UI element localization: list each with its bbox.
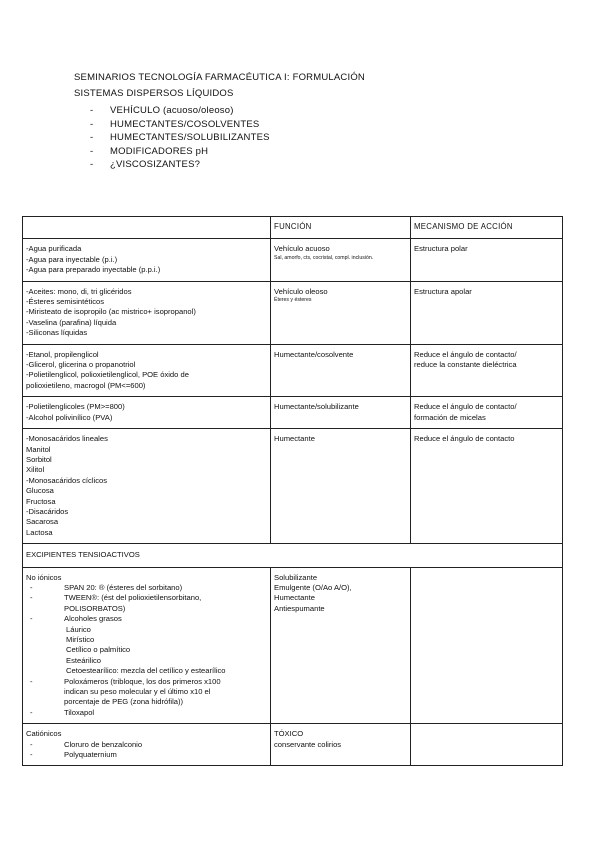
- topic-item: [74, 158, 365, 172]
- topic-item: [74, 118, 365, 132]
- mechanism-cell: [411, 567, 563, 724]
- cationic-title: Catiónicos: [26, 729, 62, 739]
- excipient-line: Sacarosa: [26, 517, 59, 527]
- excipient-cell: [23, 397, 271, 429]
- excipient-line: Sorbitol: [26, 454, 52, 464]
- function-line: Solubilizante: [274, 572, 318, 582]
- excipients-table: [22, 216, 563, 766]
- excipient-line: Lactosa: [26, 527, 53, 537]
- excipient-line: -Disacáridos: [26, 506, 69, 516]
- mechanism-line: Estructura apolar: [414, 286, 472, 296]
- nonionic-item: - Tiloxapol: [30, 707, 95, 717]
- excipient-line: -Agua purificada: [26, 244, 82, 254]
- mechanism-line: Reduce el ángulo de contacto/: [414, 349, 517, 359]
- excipient-line: polioxietileno, macrogol (PM<=600): [26, 380, 146, 390]
- excipient-line: -Polietilenglicoles (PM>=800): [26, 402, 125, 412]
- section-title: EXCIPIENTES TENSIOACTIVOS: [23, 544, 563, 567]
- header-cell-function: FUNCIÓN: [271, 217, 411, 239]
- excipient-line: Manitol: [26, 444, 51, 454]
- nonionic-subitem: Cetoestearílico: mezcla del cetílico y estearílico: [66, 666, 226, 676]
- document-header: [74, 70, 365, 172]
- table-row: [23, 239, 563, 281]
- topic-item: [74, 131, 365, 145]
- nonionic-item-cont: porcentaje de PEG (zona hidrófila)): [64, 697, 184, 707]
- section-row: [23, 544, 563, 567]
- function-cell: [271, 429, 411, 544]
- function-line: Humectante: [274, 593, 315, 603]
- excipient-cell: [23, 281, 271, 344]
- excipient-line: -Agua para inyectable (p.i.): [26, 254, 118, 264]
- topic-label: VEHÍCULO (acuoso/oleoso): [110, 105, 234, 116]
- excipient-cell: [23, 344, 271, 397]
- excipient-line: Xilitol: [26, 465, 45, 475]
- function-label: Vehículo acuoso: [274, 244, 330, 254]
- function-label: Humectante/solubilizante: [274, 402, 359, 412]
- cationic-item: - Cloruro de benzalconio: [30, 739, 143, 749]
- cationic-cell: [23, 724, 271, 766]
- header-cell-mechanism: MECANISMO DE ACCIÓN: [411, 217, 563, 239]
- mechanism-line: formación de micelas: [414, 412, 486, 422]
- excipient-line: Glucosa: [26, 486, 54, 496]
- mechanism-line: Estructura polar: [414, 244, 468, 254]
- mechanism-cell: [411, 281, 563, 344]
- nonionic-item-cont: POLISORBATOS): [64, 603, 126, 613]
- function-cell: [271, 281, 411, 344]
- function-label: Vehículo oleoso: [274, 286, 328, 296]
- function-cell: [271, 397, 411, 429]
- header-cell-empty: [23, 217, 271, 239]
- function-note: Éteres y ésteres: [274, 297, 312, 304]
- excipient-line: -Aceites: mono, di, tri glicéridos: [26, 286, 132, 296]
- excipient-line: -Glicerol, glicerina o propanotriol: [26, 360, 136, 370]
- nonionic-cell: [23, 567, 271, 724]
- table-row: [23, 567, 563, 724]
- nonionic-subitem: Cetílico o palmítico: [66, 645, 131, 655]
- nonionic-item: - Poloxámeros (tribloque, los dos primeros x100: [30, 676, 221, 686]
- nonionic-subitem: Mirístico: [66, 635, 95, 644]
- topic-item: [74, 145, 365, 159]
- mechanism-cell: [411, 724, 563, 766]
- mechanism-line: Reduce el ángulo de contacto: [414, 434, 515, 444]
- excipient-line: -Etanol, propilenglicol: [26, 349, 99, 359]
- excipient-cell: [23, 239, 271, 281]
- nonionic-item: - TWEEN®: (ést del polioxietilensorbitano,: [30, 593, 202, 603]
- table-row: [23, 724, 563, 766]
- excipient-line: -Polietilenglicol, polioxietilenglicol, POE óxido de: [26, 370, 189, 380]
- bullet-dash: -: [30, 750, 33, 760]
- nonionic-title: No iónicos: [26, 572, 62, 582]
- table-header-row: [23, 217, 563, 239]
- function-line: conservante colirios: [274, 739, 342, 749]
- mechanism-line: Reduce el ángulo de contacto/: [414, 402, 517, 412]
- mechanism-cell: [411, 429, 563, 544]
- topic-label: MODIFICADORES pH: [110, 145, 209, 157]
- table-row: [23, 281, 563, 344]
- table-row: [23, 429, 563, 544]
- function-note: Sal, amorfo, cts, cocristal, compl. inclusión.: [274, 254, 374, 261]
- excipient-line: -Alcohol polivinílico (PVA): [26, 412, 113, 422]
- nonionic-item: - SPAN 20: ® (ésteres del sorbitano): [30, 582, 183, 592]
- topic-label: HUMECTANTES/SOLUBILIZANTES: [110, 132, 270, 143]
- nonionic-subitem: Láurico: [66, 624, 91, 634]
- excipient-line: -Agua para preparado inyectable (p.p.i.): [26, 265, 161, 275]
- function-line: TÓXICO: [274, 729, 304, 739]
- excipient-line: -Monosacáridos lineales: [26, 434, 108, 444]
- bullet-dash: -: [90, 118, 94, 130]
- table-row: [23, 344, 563, 397]
- bullet-dash: -: [90, 159, 94, 170]
- bullet-dash: -: [30, 582, 33, 592]
- document-subtitle: SISTEMAS DISPERSOS LÍQUIDOS: [74, 88, 234, 99]
- function-label: Humectante/cosolvente: [274, 349, 354, 359]
- function-cell: [271, 724, 411, 766]
- bullet-dash: -: [30, 614, 33, 624]
- function-cell: [271, 344, 411, 397]
- bullet-dash: -: [30, 739, 33, 749]
- mechanism-cell: [411, 239, 563, 281]
- mechanism-cell: [411, 344, 563, 397]
- excipient-line: -Miristeato de isopropilo (ac mistrico+ isopropanol): [26, 307, 196, 317]
- bullet-dash: -: [90, 105, 94, 116]
- excipient-line: -Monosacáridos cíclicos: [26, 475, 108, 485]
- nonionic-item-cont: indican su peso molecular y el último x10 el: [64, 687, 211, 697]
- function-line: Emulgente (O/Ao A/O),: [274, 582, 352, 592]
- bullet-dash: -: [90, 132, 94, 143]
- excipient-line: Fructosa: [26, 496, 56, 506]
- topic-label: ¿VISCOSIZANTES?: [110, 159, 201, 170]
- excipient-line: -Ésteres semisintéticos: [26, 297, 105, 307]
- bullet-dash: -: [30, 593, 33, 603]
- document-title: SEMINARIOS TECNOLOGÍA FARMACÉUTICA I: FORMULACIÓN: [74, 72, 365, 83]
- function-line: Antiespumante: [274, 603, 325, 613]
- function-cell: [271, 239, 411, 281]
- topic-list: [74, 104, 365, 172]
- bullet-dash: -: [30, 676, 33, 686]
- function-label: Humectante: [274, 434, 315, 444]
- cationic-item: - Polyquaternium: [30, 750, 117, 760]
- table-row: [23, 397, 563, 429]
- mechanism-cell: [411, 397, 563, 429]
- nonionic-subitem: Esteárilico: [66, 655, 102, 665]
- bullet-dash: -: [90, 145, 94, 157]
- mechanism-line: reduce la constante dieléctrica: [414, 360, 517, 370]
- topic-label: HUMECTANTES/COSOLVENTES: [110, 118, 260, 130]
- excipient-line: -Vaselina (parafina) líquida: [26, 317, 117, 327]
- topic-item: [74, 104, 365, 118]
- excipient-line: -Siliconas líquidas: [26, 328, 88, 338]
- bullet-dash: -: [30, 707, 33, 717]
- function-cell: [271, 567, 411, 724]
- nonionic-item: - Alcoholes grasos: [30, 614, 122, 624]
- excipient-cell: [23, 429, 271, 544]
